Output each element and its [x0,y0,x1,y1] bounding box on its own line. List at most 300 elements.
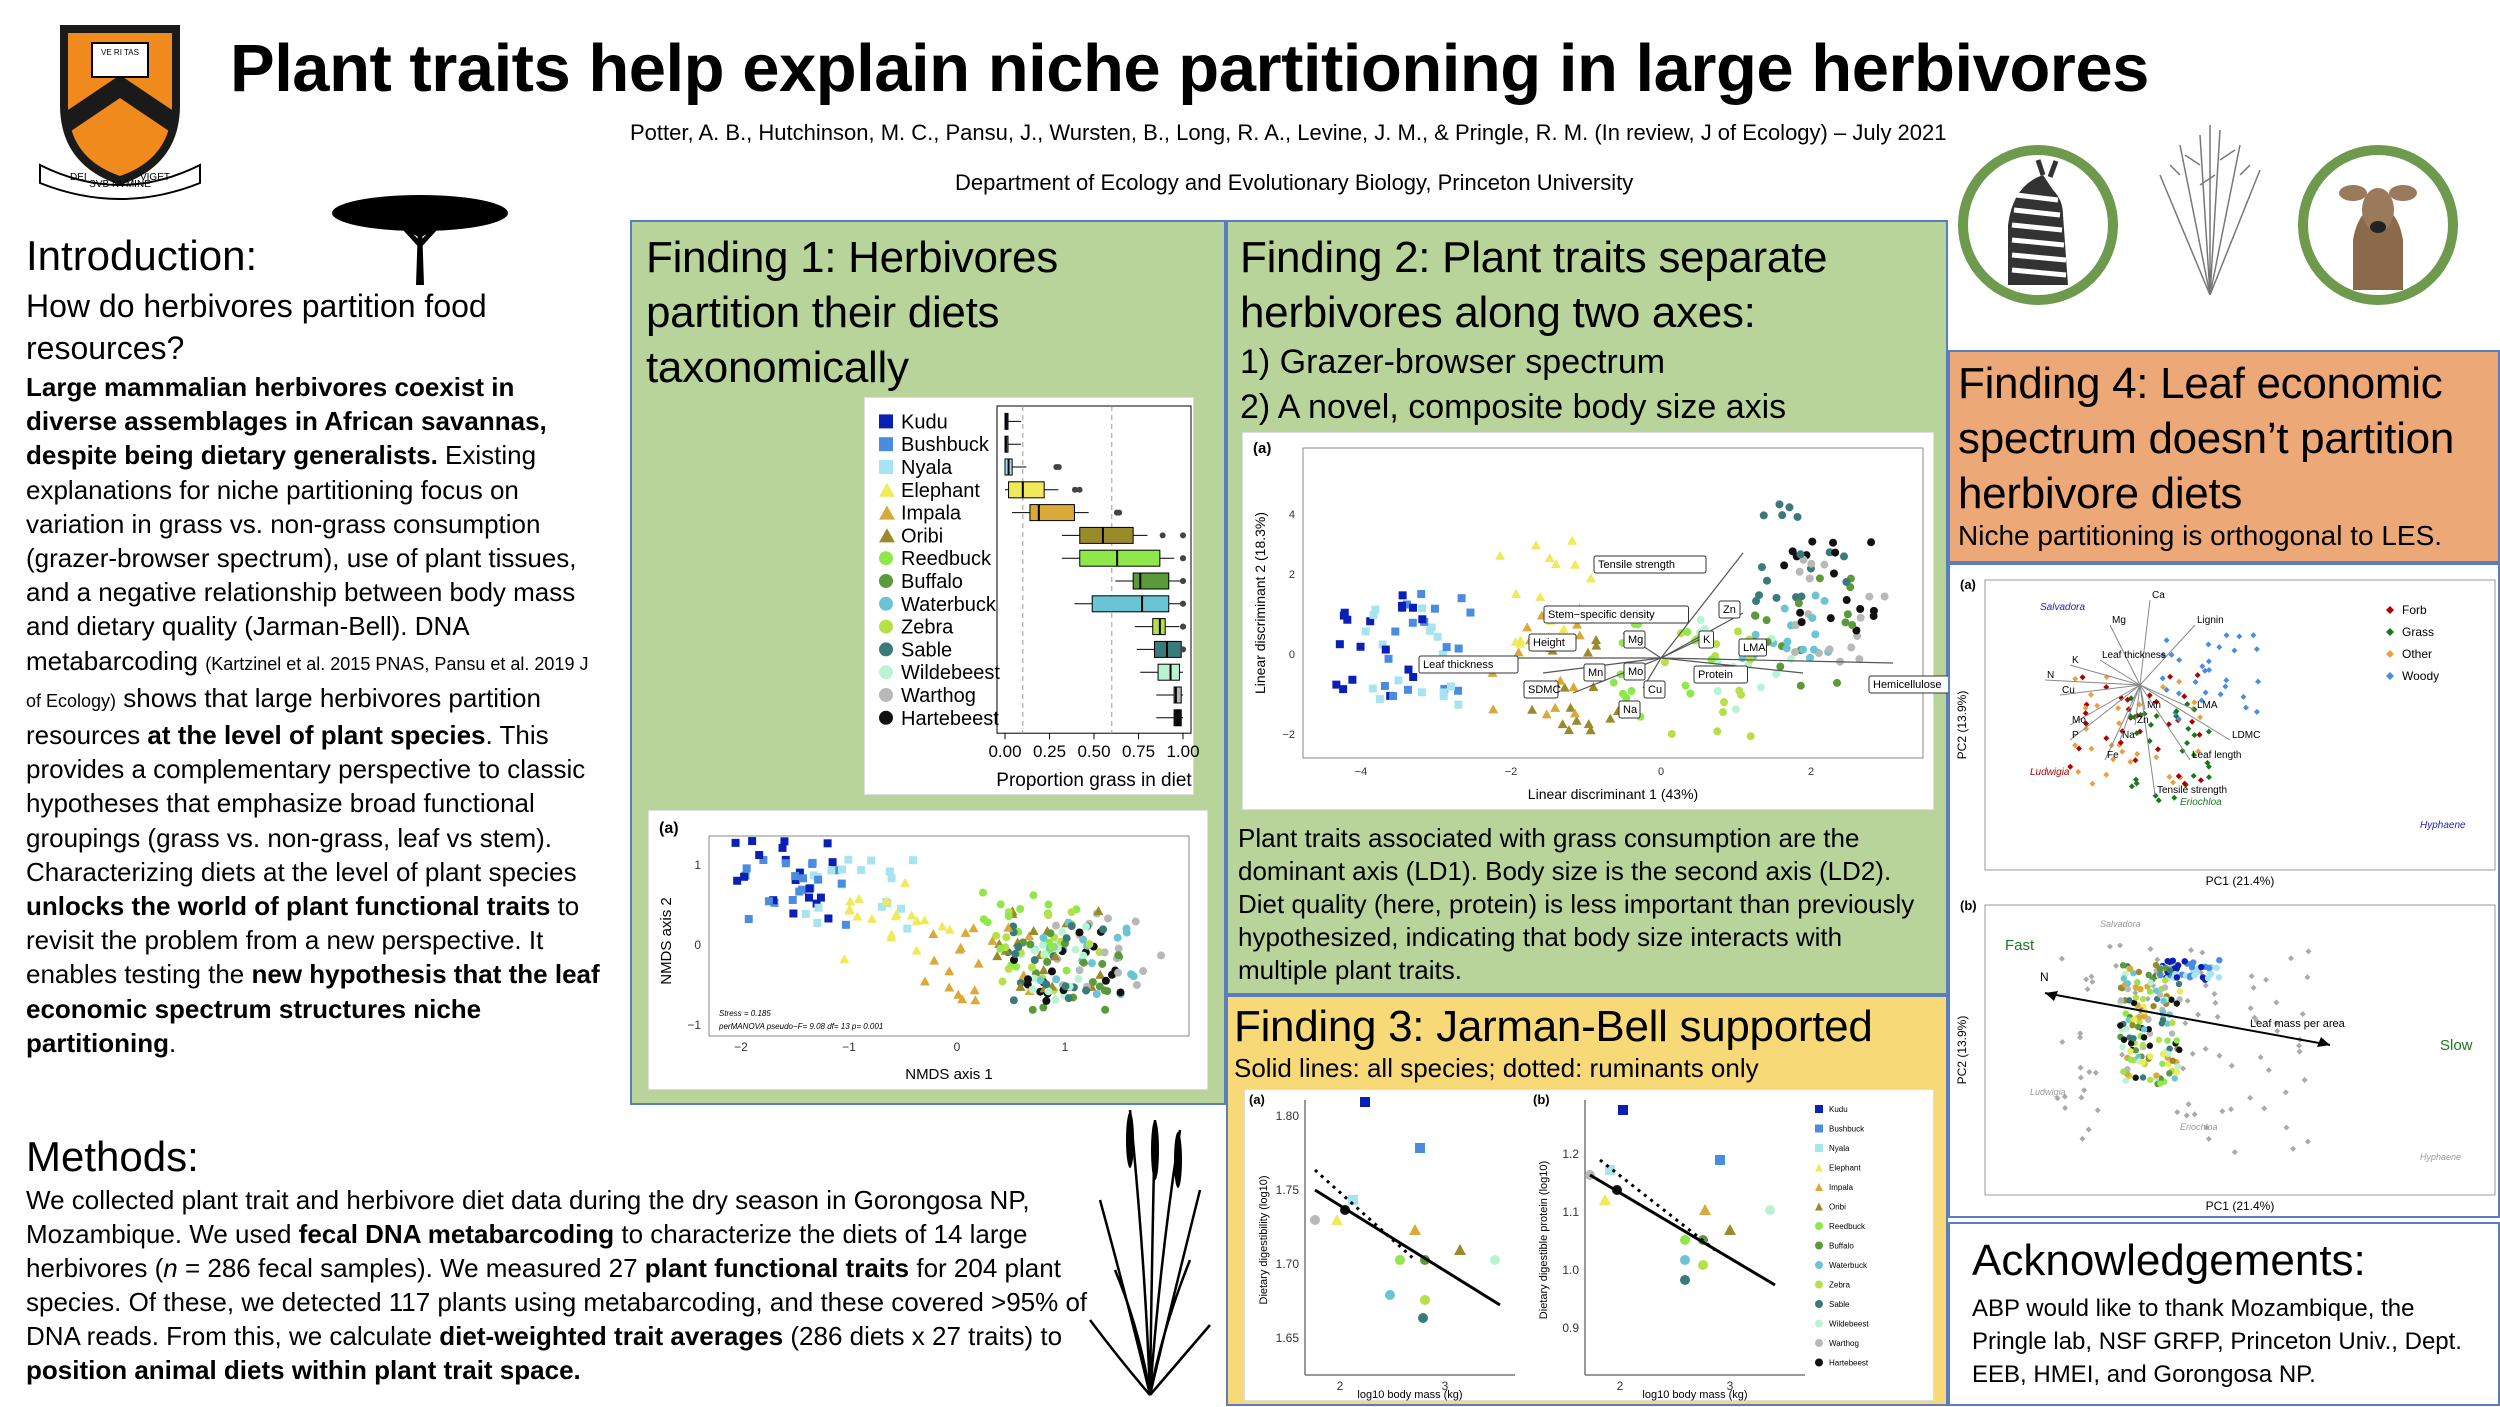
nmds-point [1080,959,1088,967]
pca-plant-point [2088,692,2094,698]
pca-diet-point [2159,1061,2165,1067]
methods-text-7: for 204 plant species. Of these, we detected 117 plants using metabarcoding, and these covered >95% of DNA reads. From this, we calculate [26,1253,1088,1351]
pca-diet-point [2133,994,2139,1000]
outlier [1056,464,1062,470]
jb-legend-marker [1815,1222,1823,1230]
pca-diet-point [2157,972,2163,978]
pca-plant-point [2167,674,2173,680]
lda-point [1340,612,1348,620]
pca-gray-point [2263,977,2269,983]
nmds-point [956,943,966,952]
lda-point [1757,683,1765,691]
nmds-point [1093,990,1101,998]
nmds-point [1063,967,1071,975]
lda-point [1586,573,1596,582]
lda-point [1531,540,1541,549]
pca-vector-label: Na [2122,730,2135,741]
ludwigia-label-b: Ludwigia [2030,1087,2066,1097]
nmds-point [1029,926,1039,935]
intro-bold-9: new hypothesis that the leaf economic spectrum structures niche partitioning [26,959,600,1058]
grass-sketch-image [2140,125,2280,295]
lda-point [1775,500,1783,508]
pca-gray-point [2089,973,2095,979]
jb-a-ylabel: Dietary digestibility (log10) [1258,1175,1270,1305]
pca-vector-label: Mo [2072,715,2086,726]
nmds-point [1029,1006,1037,1014]
pca-plant-point [2129,783,2135,789]
pca-vector-label: Mn [2147,700,2161,711]
lda-point [1881,592,1889,600]
nmds-point [815,904,823,912]
nmds-point [814,876,822,884]
legend-label-hartebeest: Hartebeest [901,707,999,730]
nmds-point [1068,922,1076,930]
lda-point [1362,627,1370,635]
jb-legend-marker [1815,1144,1823,1152]
jb-b-ylabel: Dietary digestible protein (log10) [1538,1160,1550,1320]
lda-point [1807,560,1815,568]
svg-text:0: 0 [694,938,701,952]
pca-diet-point [2174,1000,2180,1006]
pca-plant-point [2223,677,2229,683]
lda-point [1391,628,1399,636]
pca-plant-point [2195,672,2201,678]
nmds-point [1042,980,1050,988]
pca-plant-point [2185,726,2191,732]
legend-marker-warthog [879,688,893,702]
nmds-point [791,872,799,880]
pca-gray-point [2261,1105,2267,1111]
nmds-point [1067,908,1075,916]
box-buffalo [1133,573,1169,589]
pca-gray-point [2117,942,2123,948]
svg-text:0: 0 [953,1040,961,1054]
lda-trait-label: Stem−specific density [1548,609,1655,621]
nmds-point [1088,959,1096,967]
jb-legend-label: Warthog [1829,1339,1859,1348]
pca-legend-label: Other [2402,647,2433,661]
jb-legend-label: Oribi [1829,1202,1846,1212]
jb-b-ytick: 0.9 [1562,1321,1579,1335]
jb-legend-marker [1815,1183,1823,1191]
jb-point [1698,1260,1708,1270]
lda-point [1418,615,1426,623]
pca-plant-point [2206,667,2212,673]
jb-legend-marker [1815,1359,1823,1367]
pca-plant-point [2176,657,2182,663]
jb-legend [1815,1105,1869,1368]
pca-gray-point [2085,986,2091,992]
jb-a-solid-line [1315,1190,1500,1305]
lda-point [1376,695,1384,703]
lda-point [1867,538,1875,546]
pca-diet-point [2130,1035,2136,1041]
finding2-panel [1226,220,1948,995]
jb-a-xtick: 3 [1441,1379,1449,1393]
lda-point [1760,511,1768,519]
lda-point [1682,682,1690,690]
nmds-point [1157,951,1165,959]
jb-legend-marker [1815,1164,1823,1172]
pca-gray-point [2185,998,2191,1004]
pca-gray-point [2283,1089,2289,1095]
lda-point [1810,646,1818,654]
intro-citation: (Kartzinel et al. 2015 PNAS, Pansu et al. 2019 J of Ecology) [26,653,589,711]
lda-point [1454,701,1462,709]
pca-gray-point [2203,1046,2209,1052]
jb-point [1699,1204,1711,1215]
legend-marker-buffalo [879,574,893,588]
pca-plant-point [2166,774,2172,780]
methods-bold-10: position animal diets within plant trait space. [26,1355,581,1385]
intro-text-8: to revisit the problem from a new perspective. It enables testing the [26,891,580,990]
lda-point [1404,686,1412,694]
lda-point [1385,655,1393,663]
lda-point [1781,605,1789,613]
finding4-header-panel [1948,350,2500,563]
pca-gray-point [2304,974,2310,980]
lda-point [1780,561,1788,569]
nmds-point [854,894,864,903]
jb-a-ytick: 1.70 [1275,1257,1299,1271]
outlier [1180,601,1186,607]
pca-gray-point [2186,1101,2192,1107]
lda-point [1417,590,1425,598]
pca-plant-point [2176,690,2182,696]
jb-point [1409,1224,1421,1235]
zebra-image [1958,145,2118,305]
pca-gray-point [2300,1011,2306,1017]
pca-legend-label: Forb [2402,603,2427,617]
jb-point [1454,1244,1466,1255]
lda-trait-label: Mo [1628,666,1644,678]
lda-point [1799,646,1807,654]
pca-legend-marker [2386,606,2394,614]
box-elephant [1009,482,1045,498]
pca-diet-point [2135,1024,2141,1030]
jb-b-dotted-line [1600,1160,1715,1250]
pca-diet-point [2156,1037,2162,1043]
svg-text:−2: −2 [1504,766,1518,778]
pca-diet-point [2166,1070,2172,1076]
svg-text:1: 1 [694,858,701,872]
lda-svg [1243,433,1942,811]
lda-point [1763,616,1771,624]
lda-point [1720,698,1728,706]
pca-diet-point [2147,988,2153,994]
lda-point [1381,682,1389,690]
nmds-point [1116,988,1124,996]
pca-diet-point [2160,1051,2166,1057]
lda-point [1567,536,1577,545]
legend-marker-reedbuck [879,551,893,565]
pca-plant-point [2191,773,2197,779]
eriochloa-label-a: Eriochloa [2180,797,2222,808]
nmds-ylabel: NMDS axis 2 [658,897,675,985]
nmds-point [1043,958,1051,966]
pca-diet-point [2169,1057,2175,1063]
pca-diet-point [2127,1048,2133,1054]
outlier [1180,532,1186,538]
introduction-question: How do herbivores partition food resources? [26,288,487,366]
lda-point [1844,610,1852,618]
lda-point [1619,690,1627,698]
pca-diet-point [2164,1037,2170,1043]
xtick-label-2: 0.50 [1077,742,1111,762]
lda-point [1686,690,1694,698]
box-reedbuck [1080,550,1160,566]
nmds-point [907,911,917,920]
lda-point [1455,645,1463,653]
jb-legend-label: Hartebeest [1829,1358,1869,1368]
legend-marker-hartebeest [879,711,893,725]
pca-b-label: (b) [1960,898,1977,913]
xtick-label-0: 0.00 [988,742,1022,762]
nmds-point [937,921,947,930]
pca-diet-point [2188,961,2194,967]
pca-plant-point [2224,632,2230,638]
nmds-point [1072,946,1080,954]
methods-bold-8: diet-weighted trait averages [439,1321,784,1351]
jb-b-label: (b) [1533,1092,1550,1107]
pca-plant-point [2103,735,2109,741]
jb-legend-marker [1815,1105,1823,1113]
pca-diet-point [2129,1022,2135,1028]
jb-legend-marker [1815,1125,1823,1133]
pca-gray-point [2296,1043,2302,1049]
lda-point [1569,682,1579,691]
pca-gray-point [2077,1034,2083,1040]
svg-text:0: 0 [1288,649,1295,661]
lda-trait-label: SDMC [1528,684,1561,696]
pca-diet-point [2121,1037,2127,1043]
jb-b-xtick: 2 [1616,1379,1624,1393]
pca-gray-point [2219,1108,2225,1114]
legend-marker-waterbuck [879,597,893,611]
pca-gray-point [2199,950,2205,956]
legend-label-oribi: Oribi [901,525,944,548]
jb-svg [1245,1090,1935,1402]
pca-diet-point [2216,957,2222,963]
pca-gray-point [2184,1112,2190,1118]
finding1-panel [630,220,1226,1105]
pca-plant-point [2191,732,2197,738]
svg-text:−2: −2 [1282,729,1295,741]
pca-plant-point [2231,648,2237,654]
nmds-point [827,866,835,874]
nmds-point [829,858,837,866]
nmds-point [1076,928,1084,936]
nmds-point [1114,951,1122,959]
pca-gray-point [2290,1146,2296,1152]
nmds-point [1139,967,1147,975]
nmds-point [1061,982,1069,990]
jb-b-solid-line [1590,1175,1775,1285]
methods-body [26,1183,1096,1387]
lda-trait-label: LMA [1743,642,1766,654]
jb-a-label: (a) [1249,1092,1265,1107]
nmds-point [1011,950,1019,958]
svg-text:4: 4 [1288,509,1295,521]
methods-text-9: (286 diets x 27 traits) to [783,1321,1063,1351]
pca-diet-point [2169,1020,2175,1026]
pca-vector-label: Leaf thickness [2102,650,2166,661]
jb-point [1680,1255,1690,1265]
pca-diet-point [2174,1063,2180,1069]
legend-marker-sable [879,642,893,656]
jb-point [1680,1235,1690,1245]
pca-diet-point [2164,958,2170,964]
jb-legend-label: Elephant [1829,1163,1861,1173]
nmds-point [1096,982,1104,990]
legend-label-waterbuck: Waterbuck [901,593,996,616]
pca-plant-point [2115,705,2121,711]
pca-vector-label: Fe [2107,750,2119,761]
nmds-point [1114,934,1122,942]
lda-point [1542,709,1552,718]
pca-diet-point [2147,1077,2153,1083]
nmds-point [1082,987,1090,995]
pca-plant-point [2088,746,2094,752]
lda-point [1591,635,1601,644]
lda-point [1848,621,1856,629]
jb-legend-marker [1815,1281,1823,1289]
lda-point [1808,614,1816,622]
lda-point [1418,688,1426,696]
pca-gray-point [2266,1067,2272,1073]
nmds-point [1127,970,1135,978]
lda-point [1370,611,1378,619]
pca-plant-point [2080,674,2086,680]
introduction-body [26,370,606,1060]
lda-trait-label: K [1703,634,1711,646]
legend-label-reedbuck: Reedbuck [901,548,992,571]
jb-ticks [1276,1109,1734,1393]
nmds-point [961,928,971,937]
finding3-heading: Finding 3: Jarman-Bell supported [1234,1002,1873,1051]
jb-legend-label: Sable [1829,1300,1850,1309]
jb-legend-label: Buffalo [1829,1241,1854,1251]
lda-point [1535,592,1545,601]
lda-point [1431,605,1439,613]
nmds-point [1042,997,1050,1005]
pca-gray-point [2211,991,2217,997]
pca-plant-point [2243,705,2249,711]
lda-point [1791,648,1799,656]
pca-plant-point [2156,797,2162,803]
pca-plant-point [2160,675,2166,681]
methods-bold-2: fecal DNA metabarcoding [298,1219,615,1249]
nmds-point [1103,987,1111,995]
nmds-point [969,923,979,932]
pca-diet-point [2117,1022,2123,1028]
pca-plant-point [2198,777,2204,783]
intro-text-2: Existing explanations for niche partitioning focus on variation in grass vs. non-grass consumption (grazer-browser spectrum), use of plant tissues, and a negative relationship between body mass and dietary quality (Jarman-Bell). DNA metabarcoding [26,440,577,676]
lda-point [1511,589,1521,598]
jb-point [1310,1215,1320,1225]
pca-gray-point [2062,1105,2068,1111]
jb-legend-marker [1815,1261,1823,1269]
pca-gray-point [2147,946,2153,952]
pca-plant-point [2254,709,2260,715]
finding1-boxplot [864,397,1200,795]
finding4-plots-panel [1948,563,2500,1218]
nmds-point [1099,925,1107,933]
lda-point [1443,643,1451,651]
lda-point [1794,513,1802,521]
lda-trait-label: Cu [1648,684,1663,696]
nmds-point [903,925,911,933]
jb-b-xtick: 3 [1726,1379,1734,1393]
lda-point [1527,705,1537,714]
legend-label-nyala: Nyala [901,457,953,479]
lda-point [1583,648,1593,657]
legend-label-elephant: Elephant [901,479,980,502]
lda-point [1389,692,1397,700]
pca-gray-point [2302,1077,2308,1083]
lda-point [1394,676,1402,684]
jb-point [1599,1194,1611,1205]
pca-plant-point [2206,774,2212,780]
nmds-xlabel: NMDS axis 1 [905,1066,993,1083]
lda-point [1488,704,1498,713]
pca-gray-point [2182,1020,2188,1026]
pca-plant-point [2119,749,2125,755]
nmds-point [765,897,773,905]
lda-point [1426,627,1434,635]
jb-a-ytick: 1.80 [1275,1109,1299,1123]
svg-text:VIGET: VIGET [139,172,170,183]
outlier [1160,532,1166,538]
pca-plant-point [2134,751,2140,757]
pca-diet-point [2176,1047,2182,1053]
methods-text-5: = 286 fecal samples). We measured 27 [177,1253,645,1283]
nmds-point [1029,986,1037,994]
legend-marker-kudu [879,414,893,428]
pca-diet-point [2133,984,2139,990]
salvadora-label-a: Salvadora [2040,602,2086,613]
lda-point [1856,605,1864,613]
nmds-point [920,977,930,986]
nmds-point [813,919,821,927]
svg-text:−1: −1 [842,1040,856,1054]
lda-point [1821,597,1829,605]
nmds-point [1063,934,1071,942]
lda-point [1440,688,1448,696]
jb-legend-marker [1815,1242,1823,1250]
boxplot-frame [997,406,1191,733]
nmds-point [844,856,852,864]
lda-point [1763,577,1771,585]
pca-diet-point [2198,964,2204,970]
lda-trait-label: Na [1623,704,1638,716]
lda-point [1466,609,1474,617]
pca-gray-point [2059,1039,2065,1045]
pca-diet-point [2160,998,2166,1004]
nmds-point [1014,943,1022,951]
pca-gray-point [2107,944,2113,950]
finding2-body: Plant traits associated with grass consumption are the dominant axis (LD1). Body size is the second axis (LD2). Diet quality (here, protein) is less important than previously hypothesized, indicating that body size interacts with multiple plant traits. [1238,823,1915,985]
lda-point [1454,687,1462,695]
methods-italic-n: n [163,1253,178,1283]
finding3-plots [1244,1089,1934,1401]
lda-point [1610,679,1618,687]
legend-marker-elephant [879,483,895,497]
pca-diet-point [2181,958,2187,964]
lda-point [1398,602,1406,610]
nmds-point [1026,940,1034,948]
pca-plant-point [2184,740,2190,746]
